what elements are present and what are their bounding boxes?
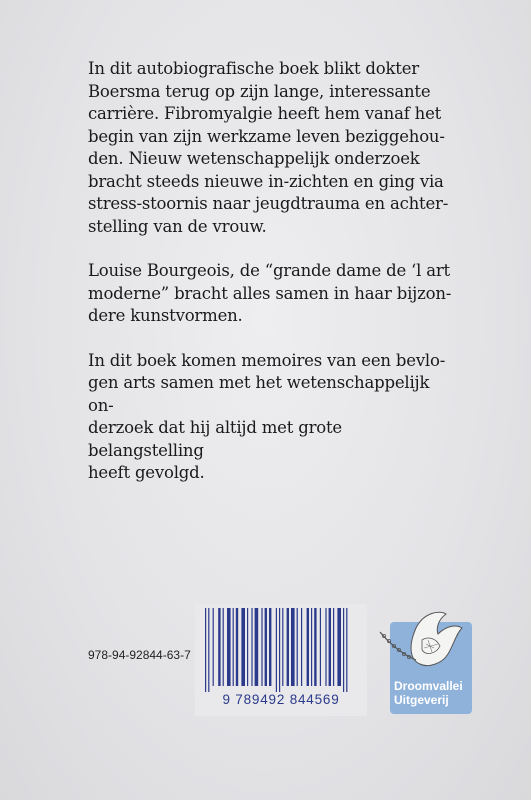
barcode-bar — [261, 608, 262, 686]
blurb-paragraph-1: In dit autobiografische boek blikt dokter Boersma terug op zijn lange, interessante carrière. Fibromyalgie heeft hem vanaf het begin van zijn werkzame leven beziggehou- den. Nieuw wetenschappelijk onderzoek bracht steeds nieuwe in-zichten en ging via stress-stoornis naar jeugdtrauma en achter- stelling van de vrouw. — [88, 59, 449, 236]
barcode-bar — [314, 608, 316, 686]
barcode-bar — [276, 608, 277, 692]
barcode-bar — [291, 608, 295, 686]
isbn-label: 978-94-92844-63-7 — [88, 648, 191, 662]
barcode-bar — [223, 608, 224, 686]
publisher-name-line1: Droomvallei — [394, 679, 463, 693]
barcode-bar — [265, 608, 267, 686]
barcode-bar — [333, 608, 334, 686]
barcode-bar — [247, 608, 248, 686]
barcode-bar — [213, 608, 214, 686]
barcode-bar — [343, 608, 344, 692]
blurb-paragraph-2: Louise Bourgeois, de “grande dame de ‘l art moderne” bracht alles samen in haar bijzon- dere kunstvormen. — [88, 261, 452, 325]
publisher-name-line2: Uitgeverij — [394, 693, 449, 707]
barcode-bar — [320, 608, 321, 686]
barcode-bar — [269, 608, 271, 686]
barcode-bar — [251, 608, 252, 686]
barcode-bar — [297, 608, 298, 686]
barcode-bar — [307, 608, 309, 686]
barcode-bar — [233, 608, 234, 686]
barcode-bar — [227, 608, 231, 686]
barcode-bar — [236, 608, 238, 686]
barcode-bar — [218, 608, 220, 686]
barcode-bar — [241, 608, 245, 686]
isbn-barcode — [195, 604, 367, 716]
barcode-bar — [325, 608, 326, 686]
barcode-bar — [287, 608, 289, 686]
blurb-text — [88, 58, 458, 507]
barcode-bar — [301, 608, 302, 686]
barcode-bar — [337, 608, 341, 686]
barcode-bar — [346, 608, 347, 692]
flower-bud-logo-icon — [376, 610, 486, 690]
barcode-bar — [205, 608, 206, 692]
blurb-paragraph-3: In dit boek komen memoires van een bevlo- gen arts samen met het wetenschappelijk on- derzoek dat hij altijd met grote belangstelling heeft gevolgd. — [88, 350, 446, 482]
barcode-bar — [329, 608, 331, 686]
barcode-bar — [279, 608, 280, 692]
publisher-logo — [376, 610, 486, 720]
barcode-number: 9 789492 844569 — [222, 692, 340, 707]
barcode-bar — [311, 608, 312, 686]
barcode-bars — [205, 608, 357, 692]
barcode-bar — [208, 608, 209, 692]
barcode-bar — [282, 608, 283, 686]
barcode-bar — [255, 608, 259, 686]
